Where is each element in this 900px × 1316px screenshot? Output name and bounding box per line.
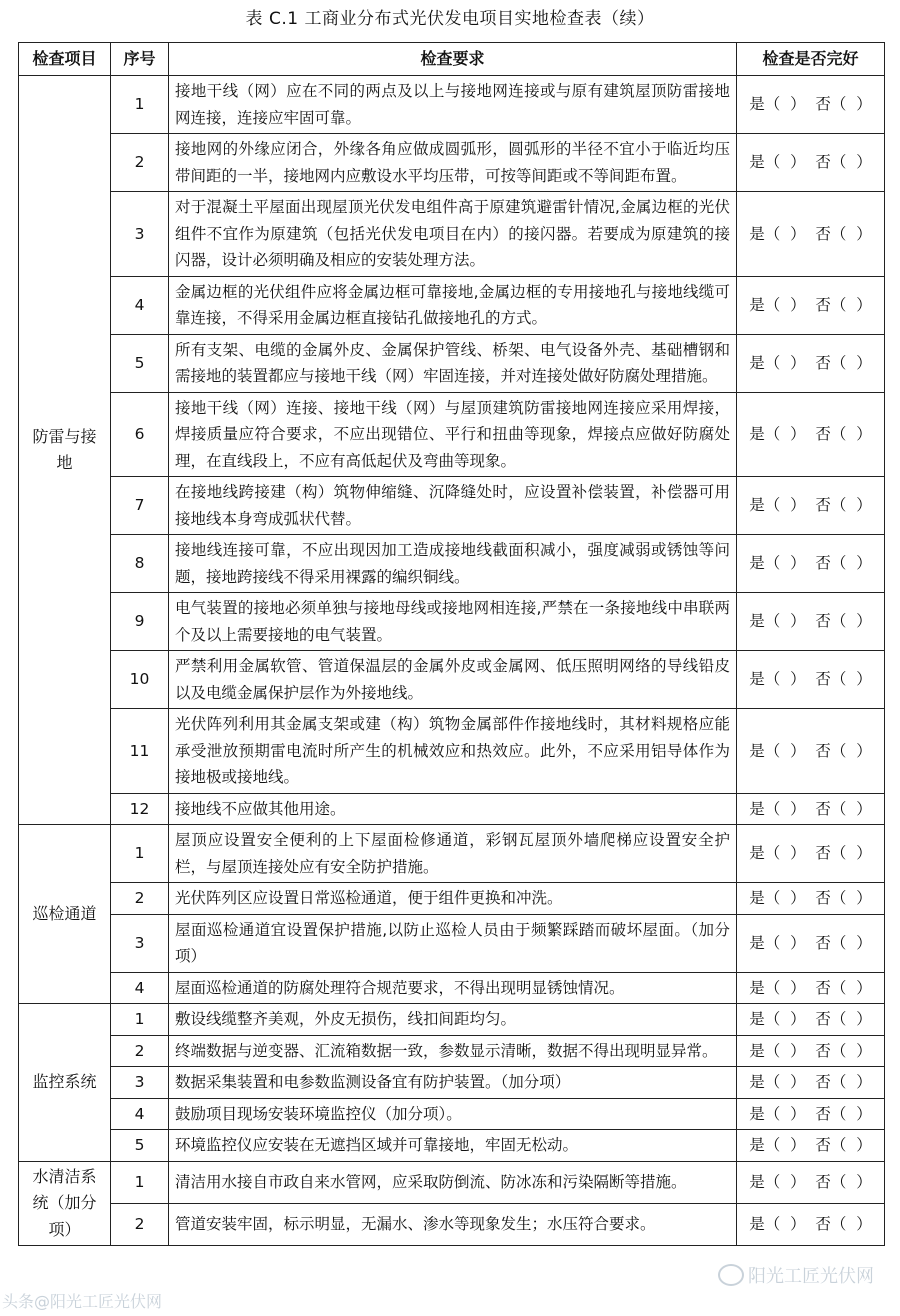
check-cell[interactable]: 是（ ） 否（ ） bbox=[737, 793, 885, 825]
table-row bbox=[19, 1067, 885, 1099]
requirement-text: 接地干线（网）连接、接地干线（网）与屋顶建筑防雷接地网连接应采用焊接，焊接质量应符合要求，不应出现错位、平行和扭曲等现象，焊接点应做好防腐处理，在直线段上，不应有高低起伏及弯曲等现象。 bbox=[169, 392, 737, 477]
requirement-text: 接地网的外缘应闭合，外缘各角应做成圆弧形，圆弧形的半径不宜小于临近均压带间距的一半，接地网内应敷设水平均压带，可按等间距或不等间距布置。 bbox=[169, 134, 737, 192]
requirement-text: 接地干线（网）应在不同的两点及以上与接地网连接或与原有建筑屋顶防雷接地网连接，连接应牢固可靠。 bbox=[169, 76, 737, 134]
category-cell: 水清洁系统（加分项） bbox=[19, 1161, 111, 1246]
row-number: 4 bbox=[111, 972, 169, 1004]
requirement-text: 清洁用水接自市政自来水管网，应采取防倒流、防冰冻和污染隔断等措施。 bbox=[169, 1161, 737, 1203]
row-number: 2 bbox=[111, 134, 169, 192]
table-row bbox=[19, 651, 885, 709]
inspection-table bbox=[18, 42, 885, 1246]
row-number: 5 bbox=[111, 334, 169, 392]
table-row bbox=[19, 1098, 885, 1130]
requirement-text: 严禁利用金属软管、管道保温层的金属外皮或金属网、低压照明网络的导线铅皮以及电缆金属保护层作为外接地线。 bbox=[169, 651, 737, 709]
watermark-bottom: 头条@阳光工匠光伏网 bbox=[2, 1292, 163, 1311]
header-category: 检查项目 bbox=[19, 43, 111, 76]
row-number: 3 bbox=[111, 914, 169, 972]
wechat-icon bbox=[718, 1264, 744, 1286]
requirement-text: 数据采集装置和电参数监测设备宜有防护装置。（加分项） bbox=[169, 1067, 737, 1099]
row-number: 8 bbox=[111, 535, 169, 593]
table-row bbox=[19, 825, 885, 883]
requirement-text: 接地线连接可靠，不应出现因加工造成接地线截面积减小，强度减弱或锈蚀等问题，接地跨接线不得采用裸露的编织铜线。 bbox=[169, 535, 737, 593]
check-cell[interactable]: 是（ ） 否（ ） bbox=[737, 1098, 885, 1130]
table-row bbox=[19, 76, 885, 134]
check-cell[interactable]: 是（ ） 否（ ） bbox=[737, 1004, 885, 1036]
requirement-text: 敷设线缆整齐美观，外皮无损伤，线扣间距均匀。 bbox=[169, 1004, 737, 1036]
requirement-text: 光伏阵列利用其金属支架或建（构）筑物金属部件作接地线时，其材料规格应能承受泄放预期雷电流时所产生的机械效应和热效应。此外，不应采用铝导体作为接地极或接地线。 bbox=[169, 709, 737, 794]
table-row bbox=[19, 593, 885, 651]
requirement-text: 对于混凝土平屋面出现屋顶光伏发电组件高于原建筑避雷针情况,金属边框的光伏组件不宜作为原建筑（包括光伏发电项目在内）的接闪器。若要成为原建筑的接闪器，设计必须明确及相应的安装处理方法。 bbox=[169, 192, 737, 277]
requirement-text: 接地线不应做其他用途。 bbox=[169, 793, 737, 825]
category-cell: 防雷与接地 bbox=[19, 76, 111, 825]
requirement-text: 终端数据与逆变器、汇流箱数据一致，参数显示清晰，数据不得出现明显异常。 bbox=[169, 1035, 737, 1067]
check-cell[interactable]: 是（ ） 否（ ） bbox=[737, 392, 885, 477]
check-cell[interactable]: 是（ ） 否（ ） bbox=[737, 651, 885, 709]
table-row bbox=[19, 134, 885, 192]
check-cell[interactable]: 是（ ） 否（ ） bbox=[737, 334, 885, 392]
check-cell[interactable]: 是（ ） 否（ ） bbox=[737, 1067, 885, 1099]
check-cell[interactable]: 是（ ） 否（ ） bbox=[737, 1161, 885, 1203]
row-number: 9 bbox=[111, 593, 169, 651]
requirement-text: 屋顶应设置安全便利的上下屋面检修通道，彩钢瓦屋顶外墙爬梯应设置安全护栏，与屋顶连接处应有安全防护措施。 bbox=[169, 825, 737, 883]
row-number: 2 bbox=[111, 883, 169, 915]
table-row bbox=[19, 1161, 885, 1203]
check-cell[interactable]: 是（ ） 否（ ） bbox=[737, 593, 885, 651]
check-cell[interactable]: 是（ ） 否（ ） bbox=[737, 825, 885, 883]
requirement-text: 管道安装牢固，标示明显，无漏水、渗水等现象发生；水压符合要求。 bbox=[169, 1203, 737, 1245]
table-row bbox=[19, 709, 885, 794]
table-row bbox=[19, 192, 885, 277]
requirement-text: 所有支架、电缆的金属外皮、金属保护管线、桥架、电气设备外壳、基础槽钢和需接地的装置都应与接地干线（网）牢固连接，并对连接处做好防腐处理措施。 bbox=[169, 334, 737, 392]
table-header-row bbox=[19, 43, 885, 76]
requirement-text: 光伏阵列区应设置日常巡检通道，便于组件更换和冲洗。 bbox=[169, 883, 737, 915]
requirement-text: 环境监控仪应安装在无遮挡区域并可靠接地，牢固无松动。 bbox=[169, 1130, 737, 1162]
requirement-text: 屋面巡检通道宜设置保护措施,以防止巡检人员由于频繁踩踏而破坏屋面。（加分项） bbox=[169, 914, 737, 972]
table-row bbox=[19, 883, 885, 915]
row-number: 2 bbox=[111, 1035, 169, 1067]
row-number: 1 bbox=[111, 76, 169, 134]
check-cell[interactable]: 是（ ） 否（ ） bbox=[737, 1203, 885, 1245]
row-number: 11 bbox=[111, 709, 169, 794]
row-number: 5 bbox=[111, 1130, 169, 1162]
requirement-text: 屋面巡检通道的防腐处理符合规范要求，不得出现明显锈蚀情况。 bbox=[169, 972, 737, 1004]
row-number: 7 bbox=[111, 477, 169, 535]
table-row bbox=[19, 276, 885, 334]
row-number: 1 bbox=[111, 1161, 169, 1203]
table-row bbox=[19, 914, 885, 972]
check-cell[interactable]: 是（ ） 否（ ） bbox=[737, 883, 885, 915]
check-cell[interactable]: 是（ ） 否（ ） bbox=[737, 76, 885, 134]
watermark bbox=[718, 1262, 874, 1288]
check-cell[interactable]: 是（ ） 否（ ） bbox=[737, 1130, 885, 1162]
category-cell: 监控系统 bbox=[19, 1004, 111, 1162]
table-row bbox=[19, 793, 885, 825]
category-cell: 巡检通道 bbox=[19, 825, 111, 1004]
table-row bbox=[19, 535, 885, 593]
row-number: 12 bbox=[111, 793, 169, 825]
requirement-text: 金属边框的光伏组件应将金属边框可靠接地,金属边框的专用接地孔与接地线缆可靠连接，不得采用金属边框直接钻孔做接地孔的方式。 bbox=[169, 276, 737, 334]
row-number: 6 bbox=[111, 392, 169, 477]
requirement-text: 在接地线跨接建（构）筑物伸缩缝、沉降缝处时，应设置补偿装置，补偿器可用接地线本身弯成弧状代替。 bbox=[169, 477, 737, 535]
row-number: 3 bbox=[111, 192, 169, 277]
check-cell[interactable]: 是（ ） 否（ ） bbox=[737, 276, 885, 334]
row-number: 10 bbox=[111, 651, 169, 709]
check-cell[interactable]: 是（ ） 否（ ） bbox=[737, 972, 885, 1004]
table-row bbox=[19, 1004, 885, 1036]
check-cell[interactable]: 是（ ） 否（ ） bbox=[737, 535, 885, 593]
table-row bbox=[19, 334, 885, 392]
table-row bbox=[19, 1203, 885, 1245]
table-row bbox=[19, 1130, 885, 1162]
table-row bbox=[19, 972, 885, 1004]
check-cell[interactable]: 是（ ） 否（ ） bbox=[737, 1035, 885, 1067]
table-title: 表 C.1 工商业分布式光伏发电项目实地检查表（续） bbox=[245, 9, 655, 29]
watermark-text: 阳光工匠光伏网 bbox=[748, 1266, 874, 1287]
check-cell[interactable]: 是（ ） 否（ ） bbox=[737, 477, 885, 535]
header-requirement: 检查要求 bbox=[169, 43, 737, 76]
check-cell[interactable]: 是（ ） 否（ ） bbox=[737, 134, 885, 192]
requirement-text: 电气装置的接地必须单独与接地母线或接地网相连接,严禁在一条接地线中串联两个及以上需要接地的电气装置。 bbox=[169, 593, 737, 651]
header-check: 检查是否完好 bbox=[737, 43, 885, 76]
table-row bbox=[19, 477, 885, 535]
table-row bbox=[19, 1035, 885, 1067]
check-cell[interactable]: 是（ ） 否（ ） bbox=[737, 192, 885, 277]
header-no: 序号 bbox=[111, 43, 169, 76]
row-number: 3 bbox=[111, 1067, 169, 1099]
table-row bbox=[19, 392, 885, 477]
check-cell[interactable]: 是（ ） 否（ ） bbox=[737, 914, 885, 972]
row-number: 4 bbox=[111, 1098, 169, 1130]
table-body bbox=[19, 76, 885, 1246]
check-cell[interactable]: 是（ ） 否（ ） bbox=[737, 709, 885, 794]
requirement-text: 鼓励项目现场安装环境监控仪（加分项）。 bbox=[169, 1098, 737, 1130]
row-number: 1 bbox=[111, 1004, 169, 1036]
row-number: 1 bbox=[111, 825, 169, 883]
row-number: 2 bbox=[111, 1203, 169, 1245]
row-number: 4 bbox=[111, 276, 169, 334]
